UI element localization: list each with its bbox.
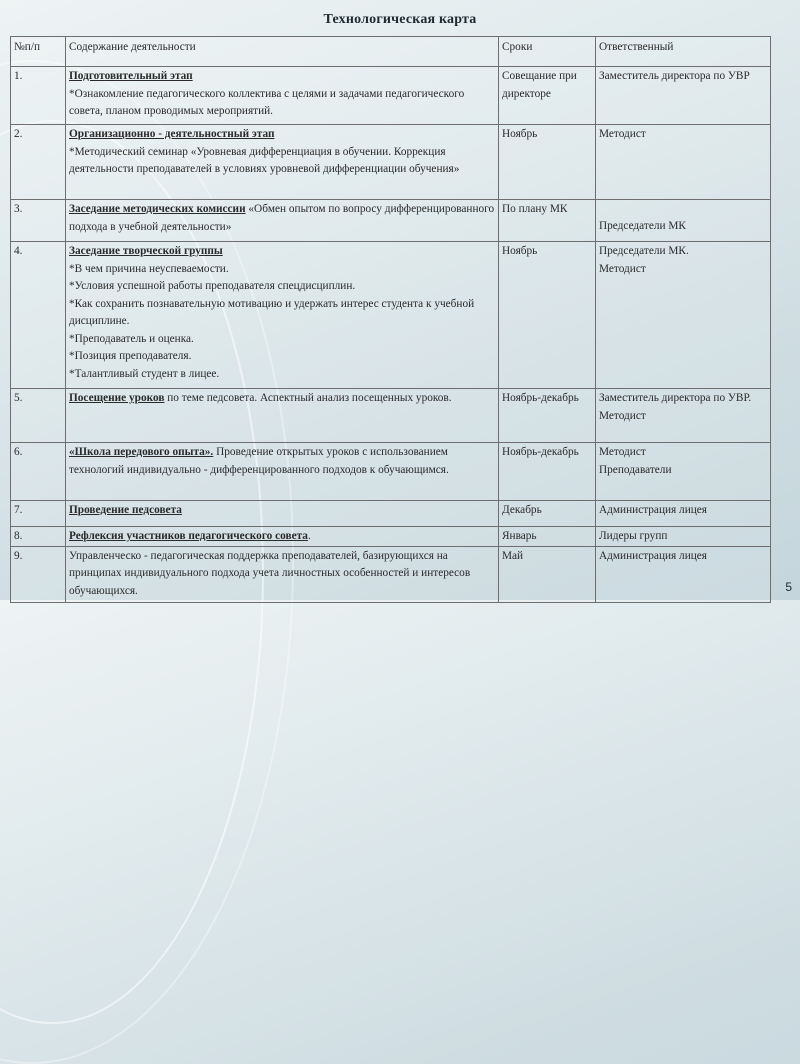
table-header-row [11,37,771,67]
row-number: 9. [11,546,66,602]
activity-bullet: *В чем причина неуспеваемости. [69,262,229,275]
activity-text: *Ознакомление педагогического коллектива с целями и задачами педагогического совета, планом проводимых мероприятий. [69,87,465,117]
responsible-text: Методист [599,262,646,275]
page-number: 5 [785,580,792,594]
activity-cell [66,546,499,602]
responsible-text: Методист [599,409,646,422]
row-number: 8. [11,527,66,547]
responsible-text: Председатели МК [599,220,686,232]
responsible-cell [596,389,771,443]
activity-cell [66,242,499,389]
header-responsible: Ответственный [596,37,771,67]
activity-bullet: *Талантливый студент в лицее. [69,367,220,380]
activity-title: Организационно - деятельностный этап [69,128,275,140]
table-row [11,125,771,200]
activity-title: Заседание творческой группы [69,245,223,257]
responsible-cell: Методист [596,125,771,200]
header-activity: Содержание деятельности [66,37,499,67]
term-cell: Ноябрь [499,125,596,200]
responsible-cell: Лидеры групп [596,527,771,547]
activity-cell [66,200,499,242]
activity-text: *Методический семинар «Уровневая дифференциация в обучении. Коррекция деятельности преподавателей в условиях уровневой дифференциации обучения» [69,145,460,175]
activity-title: «Школа передового опыта». [69,446,214,458]
row-number: 2. [11,125,66,200]
table-row [11,443,771,501]
activity-title: Проведение педсовета [69,504,182,516]
header-num: №п/п [11,37,66,67]
activity-title: Рефлексия участников педагогического совета [69,530,308,542]
activity-bullet: *Как сохранить познавательную мотивацию и удержать интерес студента к учебной дисциплине. [69,297,475,327]
responsible-cell: Администрация лицея [596,501,771,527]
row-number: 1. [11,67,66,125]
row-number: 5. [11,389,66,443]
technology-map-table [10,36,771,603]
activity-cell [66,443,499,501]
header-term: Сроки [499,37,596,67]
responsible-text: Председатели МК. [599,245,689,257]
term-cell: Январь [499,527,596,547]
activity-text: «Обмен опытом по вопросу дифференцированного подхода в учебной деятельности» [69,203,495,233]
table-row [11,242,771,389]
activity-cell [66,501,499,527]
term-cell: Декабрь [499,501,596,527]
responsible-cell: Администрация лицея [596,546,771,602]
term-cell: Ноябрь-декабрь [499,389,596,443]
activity-text: Управленческо - педагогическая поддержка преподавателей, базирующихся на принципах индивидуального подхода учета личностных особенностей и интересов обучающихся. [69,549,471,597]
activity-bullet: *Позиция преподавателя. [69,350,192,362]
activity-cell [66,389,499,443]
table-row [11,527,771,547]
table-row [11,67,771,125]
responsible-text: Преподаватели [599,463,672,476]
term-cell: Совещание при директоре [499,67,596,125]
activity-text: по теме педсовета. Аспектный анализ посещенных уроков. [164,392,452,404]
activity-title: Подготовительный этап [69,70,193,82]
responsible-text: Методист [599,446,646,458]
table-row [11,389,771,443]
responsible-cell [596,242,771,389]
table-row [11,546,771,602]
activity-title: Заседание методических комиссии [69,203,246,215]
row-number: 6. [11,443,66,501]
row-number: 7. [11,501,66,527]
row-number: 3. [11,200,66,242]
table-row [11,200,771,242]
page-title: Технологическая карта [323,12,477,27]
activity-text: . [307,530,311,542]
responsible-cell [596,443,771,501]
activity-bullet: *Преподаватель и оценка. [69,332,194,345]
responsible-cell: Заместитель директора по УВР [596,67,771,125]
term-cell: Ноябрь [499,242,596,389]
term-cell: Май [499,546,596,602]
row-number: 4. [11,242,66,389]
activity-cell [66,527,499,547]
activity-bullet: *Условия успешной работы преподавателя спецдисциплин. [69,280,356,292]
activity-text: Проведение открытых уроков с использованием технологий индивидуально - дифференцированного подходов к обучающимся. [69,446,449,476]
responsible-text: Заместитель директора по УВР. [599,392,752,404]
activity-cell [66,67,499,125]
activity-title: Посещение уроков [69,392,165,404]
term-cell: Ноябрь-декабрь [499,443,596,501]
table-row [11,501,771,527]
term-cell: По плану МК [499,200,596,242]
responsible-cell [596,200,771,242]
activity-cell [66,125,499,200]
